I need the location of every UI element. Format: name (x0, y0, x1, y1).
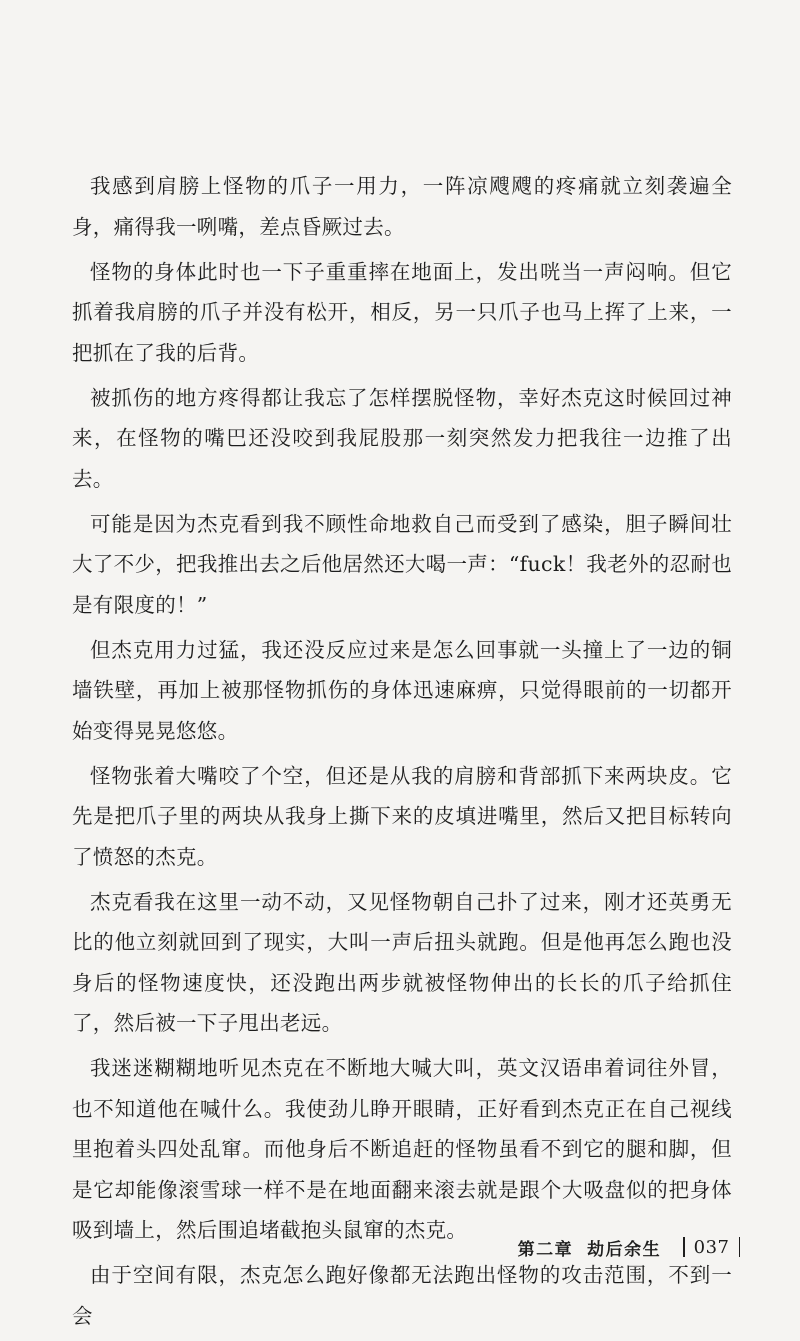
running-footer (518, 1233, 740, 1261)
paragraph-2: 怪物的身体此时也一下子重重摔在地面上，发出咣当一声闷响。但它抓着我肩膀的爪子并没有松开，相反，另一只爪子也马上挥了上来，一把抓在了我的后背。 (72, 259, 732, 365)
paragraph-9: 由于空间有限，杰克怎么跑好像都无法跑出怪物的攻击范围，不到一会 (72, 1263, 732, 1328)
page-number: 037 (693, 1236, 730, 1258)
paragraph-3: 被抓伤的地方疼得都让我忘了怎样摆脱怪物，幸好杰克这时候回过神来，在怪物的嘴巴还没咬到我屁股那一刻突然发力把我往一边推了出去。 (72, 385, 732, 491)
body-text (72, 166, 732, 1341)
paragraph-4: 可能是因为杰克看到我不顾性命地救自己而受到了感染，胆子瞬间壮大了不少，把我推出去之后他居然还大喝一声：“fuck！我老外的忍耐也是有限度的！” (72, 511, 732, 617)
paragraph-6: 怪物张着大嘴咬了个空，但还是从我的肩膀和背部抓下来两块皮。它先是把爪子里的两块从我身上撕下来的皮填进嘴里，然后又把目标转向了愤怒的杰克。 (72, 763, 732, 869)
paragraph-7: 杰克看我在这里一动不动，又见怪物朝自己扑了过来，刚才还英勇无比的他立刻就回到了现实，大叫一声后扭头就跑。但是他再怎么跑也没身后的怪物速度快，还没跑出两步就被怪物伸出的长长的爪子给抓住了，然后被一下子甩出老远。 (72, 889, 732, 1035)
paragraph-1: 我感到肩膀上怪物的爪子一用力，一阵凉飕飕的疼痛就立刻袭遍全身，痛得我一咧嘴，差点昏厥过去。 (72, 174, 732, 239)
paragraph-5: 但杰克用力过猛，我还没反应过来是怎么回事就一头撞上了一边的铜墙铁壁，再加上被那怪物抓伤的身体迅速麻痹，只觉得眼前的一切都开始变得晃晃悠悠。 (72, 637, 732, 743)
footer-divider-left (683, 1237, 685, 1257)
paragraph-8: 我迷迷糊糊地听见杰克在不断地大喊大叫，英文汉语串着词往外冒，也不知道他在喊什么。我使劲儿睁开眼睛，正好看到杰克正在自己视线里抱着头四处乱窜。而他身后不断追赶的怪物虽看不到它的腿和脚，但是它却能像滚雪球一样不是在地面翻来滚去就是跟个大吸盘似的把身体吸到墙上，然后围追堵截抱头鼠窜的杰克。 (72, 1056, 732, 1242)
footer-divider-right (739, 1237, 741, 1257)
footer-chapter-title: 劫后余生 (587, 1239, 662, 1260)
footer-chapter: 第二章 (517, 1239, 574, 1260)
